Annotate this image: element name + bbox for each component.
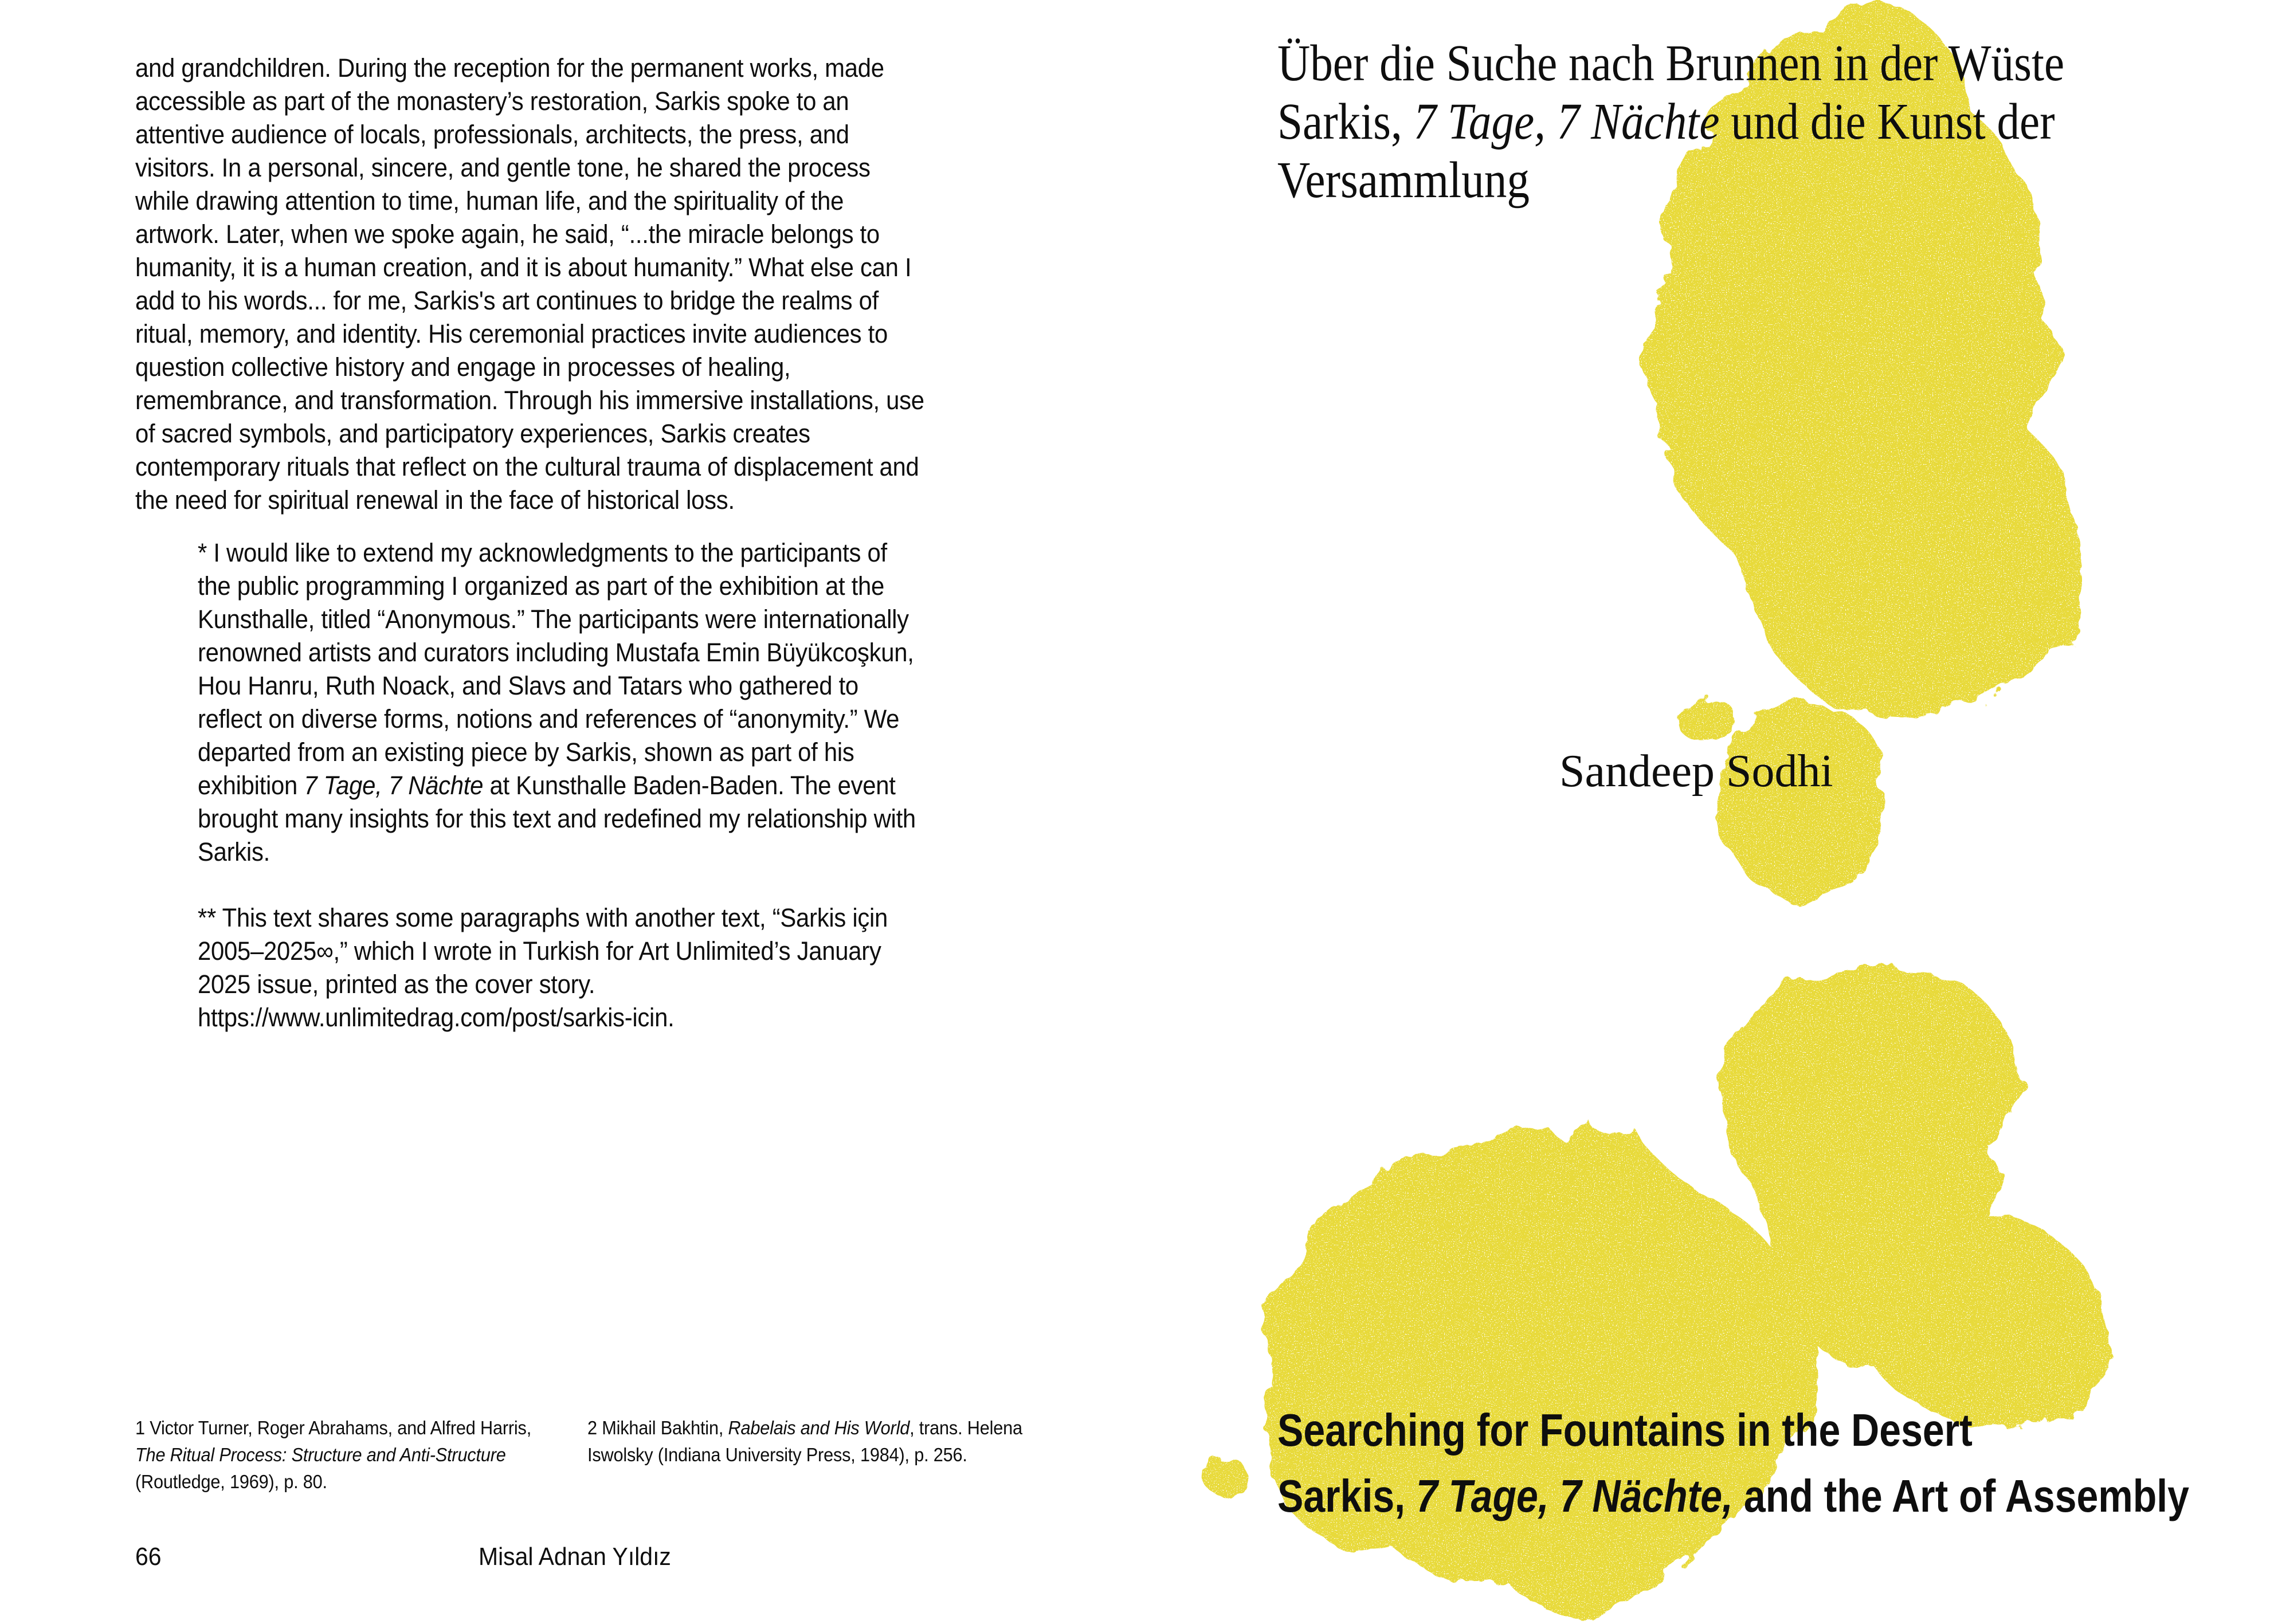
title-german-run-italic: 7 Tage, 7 Nächte: [1413, 93, 1720, 150]
title-german-run: Sarkis,: [1277, 93, 1414, 150]
note-double-star-text: ** This text shares some paragraphs with another text, “Sarkis için 2005–2025∞,” which I wrote in Turkish for Art Unlimited’s January 2025 issue, printed as the cover story. https://www.unlimitedrag.com/post/sarkis-icin.: [198, 903, 888, 1032]
footnote-1-run: 1 Victor Turner, Roger Abrahams, and Alfred Harris,: [135, 1417, 532, 1438]
title-english-line1: [1277, 1397, 2274, 1463]
running-author: [479, 1543, 671, 1571]
note-double-star: [198, 901, 926, 1034]
title-german-run: Versammlung: [1277, 152, 1530, 209]
title-english-run: Sarkis,: [1277, 1470, 1416, 1521]
footnote-1-run: (Routledge, 1969), p. 80.: [135, 1471, 327, 1492]
note-star: [198, 536, 926, 869]
yellow-blob-small-dot-mid: [1678, 698, 1738, 744]
essay-author-text: Sandeep Sodhi: [1559, 746, 1833, 797]
yellow-blob-bottom-left: [1260, 1116, 1821, 1615]
title-german-run: Über die Suche nach Brunnen in der Wüste: [1277, 35, 2065, 92]
footnote-2-run: , trans. Helena Iswolsky (Indiana University Press, 1984), p. 256.: [587, 1417, 1022, 1465]
title-english-run-italic: 7 Tage, 7 Nächte,: [1416, 1470, 1733, 1521]
note-star-run: at Kunsthalle Baden-Baden. The event brought many insights for this text and redefined my relationship with Sarkis.: [198, 771, 916, 866]
title-english: [1277, 1397, 2274, 1529]
running-author-text: Misal Adnan Yıldız: [479, 1543, 671, 1571]
title-english-line2: [1277, 1463, 2274, 1529]
page-number-text: 66: [135, 1543, 162, 1571]
title-german-run: und die Kunst der: [1719, 93, 2055, 150]
body-paragraph: [135, 52, 926, 517]
body-paragraph-text: and grandchildren. During the reception for the permanent works, made accessible as part of the monastery’s restoration, Sarkis spoke to an attentive audience of locals, professionals, architects, the press, and visitors. In a personal, sincere, and gentle tone, he shared the process while drawing attention to time, human life, and the spirituality of the artwork. Later, when we spoke again, he said, “...the miracle belongs to humanity, it is a human creation, and it is about humanity.” What else can I add to his words... for me, Sarkis's art continues to bridge the realms of ritual, memory, and identity. His ceremonial practices invite audiences to question collective history and engage in processes of healing, remembrance, and transformation. Through his immersive installations, use of sacred symbols, and participatory experiences, Sarkis creates contemporary rituals that reflect on the cultural trauma of displacement and the need for spiritual renewal in the face of historical loss.: [135, 53, 924, 515]
yellow-blob-author: [1717, 699, 1891, 901]
footnote-2-run: 2 Mikhail Bakhtin,: [587, 1417, 728, 1438]
page-number: [135, 1543, 162, 1571]
footnote-2: [587, 1414, 1051, 1468]
title-german: [1277, 34, 2185, 210]
footnote-1-run-italic: The Ritual Process: Structure and Anti-Structure: [135, 1444, 506, 1465]
title-german-line2: [1277, 93, 2185, 151]
essay-author: [1559, 746, 1833, 797]
title-german-line3: [1277, 151, 2185, 210]
title-english-run: and the Art of Assembly: [1732, 1470, 2189, 1521]
note-star-run: * I would like to extend my acknowledgments to the participants of the public programming I organized as part of the exhibition at the Kunsthalle, titled “Anonymous.” The participants were internationally renowned artists and curators including Mustafa Emin Büyükcoşkun, Hou Hanru, Ruth Noack, and Slavs and Tatars who gathered to reflect on diverse forms, notions and references of “anonymity.” We departed from an existing piece by Sarkis, shown as part of his exhibition: [198, 538, 914, 800]
title-english-run: Searching for Fountains in the Desert: [1277, 1405, 1973, 1456]
footnote-2-run-italic: Rabelais and His World: [728, 1417, 910, 1438]
title-german-line1: [1277, 34, 2185, 93]
note-star-run-italic: 7 Tage, 7 Nächte: [304, 771, 484, 800]
footnote-1: [135, 1414, 540, 1495]
yellow-blob-tiny-dot-bottom: [1205, 1460, 1250, 1497]
